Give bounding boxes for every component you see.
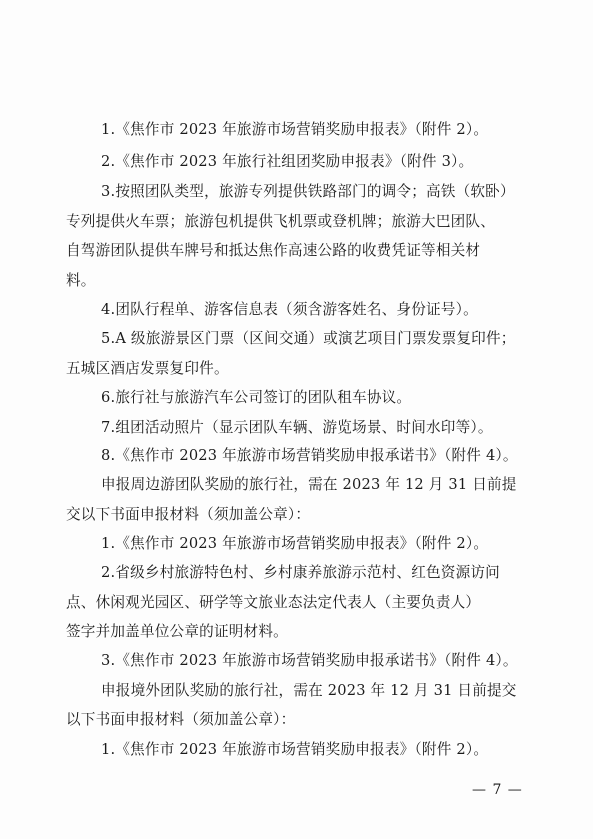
paragraph-line: 点、休闲观光园区、研学等文旅业态法定代表人（主要负责人） bbox=[66, 594, 481, 611]
paragraph-line: 申报周边游团队奖励的旅行社，需在 2023 年 12 月 31 日前提 bbox=[101, 476, 517, 493]
paragraph-line: 3.按照团队类型，旅游专列提供铁路部门的调令；高铁（软卧） bbox=[101, 183, 515, 200]
paragraph-line: 料。 bbox=[66, 272, 96, 289]
paragraph-line: 1.《焦作市 2023 年旅游市场营销奖励申报表》（附件 2）。 bbox=[101, 121, 489, 138]
paragraph-line: 8.《焦作市 2023 年旅游市场营销奖励申报承诺书》（附件 4）。 bbox=[101, 447, 518, 464]
paragraph-line: 4.团队行程单、游客信息表（须含游客姓名、身份证号）。 bbox=[101, 301, 478, 318]
paragraph-line: 2.省级乡村旅游特色村、乡村康养旅游示范村、红色资源访问 bbox=[101, 564, 500, 581]
paragraph-line: 2.《焦作市 2023 年旅行社组团奖励申报表》（附件 3）。 bbox=[101, 153, 474, 170]
paragraph-line: 申报境外团队奖励的旅行社，需在 2023 年 12 月 31 日前提交 bbox=[101, 682, 517, 699]
paragraph-line: 1.《焦作市 2023 年旅游市场营销奖励申报表》（附件 2）。 bbox=[101, 535, 489, 552]
paragraph-line: 5.A 级旅游景区门票（区间交通）或演艺项目门票发票复印件； bbox=[101, 330, 516, 347]
paragraph-line: 交以下书面申报材料（须加盖公章）： bbox=[66, 506, 311, 523]
paragraph-line: 五城区酒店发票复印件。 bbox=[66, 360, 229, 377]
paragraph-line: 6.旅行社与旅游汽车公司签订的团队租车协议。 bbox=[101, 389, 412, 406]
page-number: — 7 — bbox=[472, 782, 523, 798]
paragraph-line: 3.《焦作市 2023 年旅游市场营销奖励申报承诺书》（附件 4）。 bbox=[101, 652, 518, 669]
paragraph-line: 签字并加盖单位公章的证明材料。 bbox=[66, 623, 288, 640]
paragraph-line: 1.《焦作市 2023 年旅游市场营销奖励申报表》（附件 2）。 bbox=[101, 741, 489, 758]
paragraph-line: 以下书面申报材料（须加盖公章）： bbox=[66, 711, 296, 728]
paragraph-line: 专列提供火车票；旅游包机提供飞机票或登机牌；旅游大巴团队、 bbox=[66, 213, 496, 230]
paragraph-line: 自驾游团队提供车牌号和抵达焦作高速公路的收费凭证等相关材 bbox=[66, 242, 481, 259]
paragraph-line: 7.组团活动照片（显示团队车辆、游览场景、时间水印等）。 bbox=[101, 419, 493, 436]
